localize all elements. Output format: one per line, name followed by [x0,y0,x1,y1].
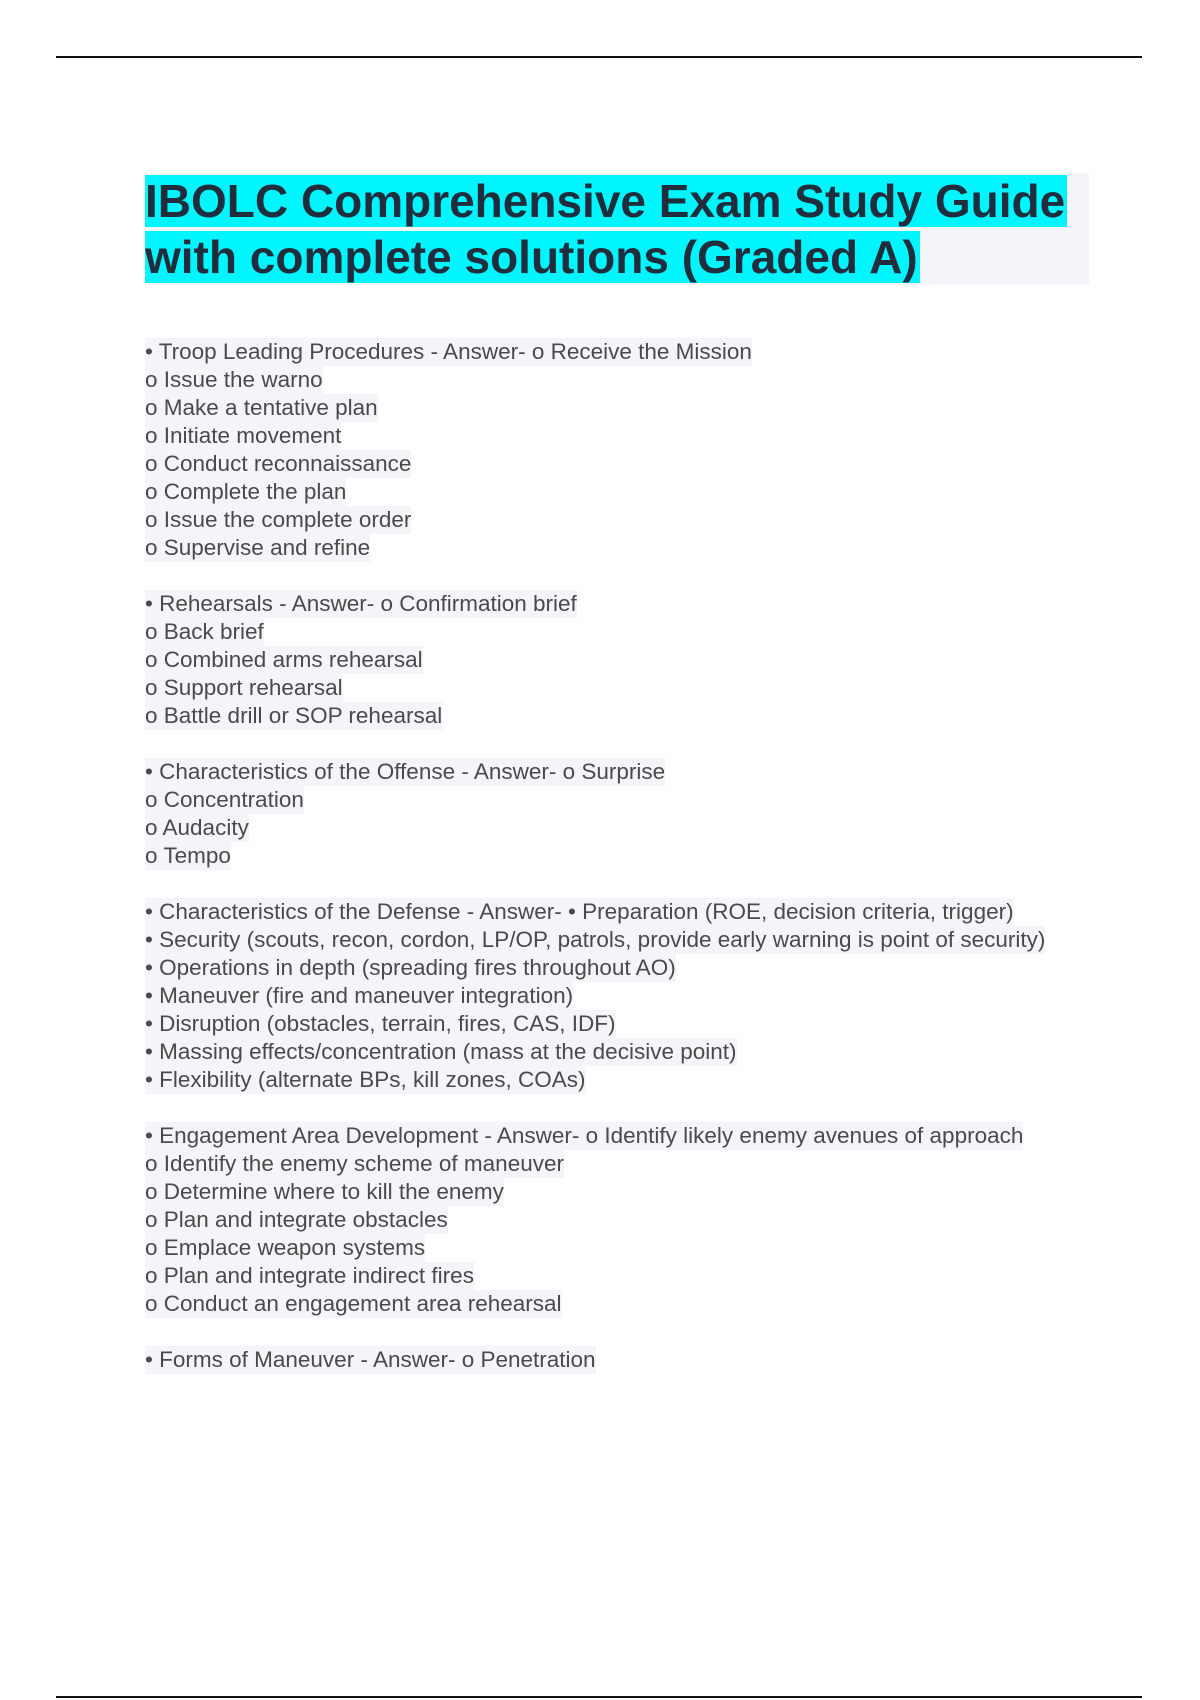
answer-line: o Plan and integrate indirect fires [145,1263,474,1288]
answer-line: • Flexibility (alternate BPs, kill zones, COAs) [145,1067,586,1092]
answer-line: o Issue the complete order [145,507,412,532]
answer-line: o Make a tentative plan [145,395,378,420]
document-body [145,338,1089,1402]
section-characteristics-defense [145,898,1089,1094]
section-forms-of-maneuver [145,1346,1089,1374]
answer-line: o Determine where to kill the enemy [145,1179,504,1204]
answer-line: o Support rehearsal [145,675,343,700]
answer-line: o Identify the enemy scheme of maneuver [145,1151,564,1176]
answer-line: o Issue the warno [145,367,323,392]
answer-line: o Emplace weapon systems [145,1235,426,1260]
answer-line: o Complete the plan [145,479,347,504]
answer-line: o Back brief [145,619,264,644]
answer-line: • Operations in depth (spreading fires throughout AO) [145,955,676,980]
answer-line: • Massing effects/concentration (mass at the decisive point) [145,1039,737,1064]
question-line: • Engagement Area Development - Answer- o Identify likely enemy avenues of approach [145,1123,1024,1148]
question-line: • Rehearsals - Answer- o Confirmation brief [145,591,577,616]
answer-line: o Audacity [145,815,249,840]
answer-line: o Supervise and refine [145,535,371,560]
section-rehearsals [145,590,1089,730]
question-line: • Characteristics of the Defense - Answer- • Preparation (ROE, decision criteria, trigger) [145,899,1014,924]
header-rule [56,56,1142,58]
answer-line: • Security (scouts, recon, cordon, LP/OP, patrols, provide early warning is point of security) [145,927,1046,952]
question-line: • Troop Leading Procedures - Answer- o Receive the Mission [145,339,752,364]
answer-line: • Maneuver (fire and maneuver integration) [145,983,574,1008]
document-title [145,173,1089,285]
answer-line: • Disruption (obstacles, terrain, fires, CAS, IDF) [145,1011,616,1036]
question-line: • Forms of Maneuver - Answer- o Penetration [145,1347,596,1372]
answer-line: o Concentration [145,787,304,812]
question-line: • Characteristics of the Offense - Answer- o Surprise [145,759,666,784]
answer-line: o Combined arms rehearsal [145,647,423,672]
title-highlight: IBOLC Comprehensive Exam Study Guide with complete solutions (Graded A) [145,175,1066,283]
answer-line: o Tempo [145,843,231,868]
answer-line: o Plan and integrate obstacles [145,1207,448,1232]
answer-line: o Conduct reconnaissance [145,451,412,476]
section-engagement-area-development [145,1122,1089,1318]
answer-line: o Initiate movement [145,423,342,448]
section-troop-leading-procedures [145,338,1089,562]
answer-line: o Conduct an engagement area rehearsal [145,1291,562,1316]
answer-line: o Battle drill or SOP rehearsal [145,703,443,728]
section-characteristics-offense [145,758,1089,870]
title-block [145,173,1089,285]
footer-rule [56,1696,1142,1698]
